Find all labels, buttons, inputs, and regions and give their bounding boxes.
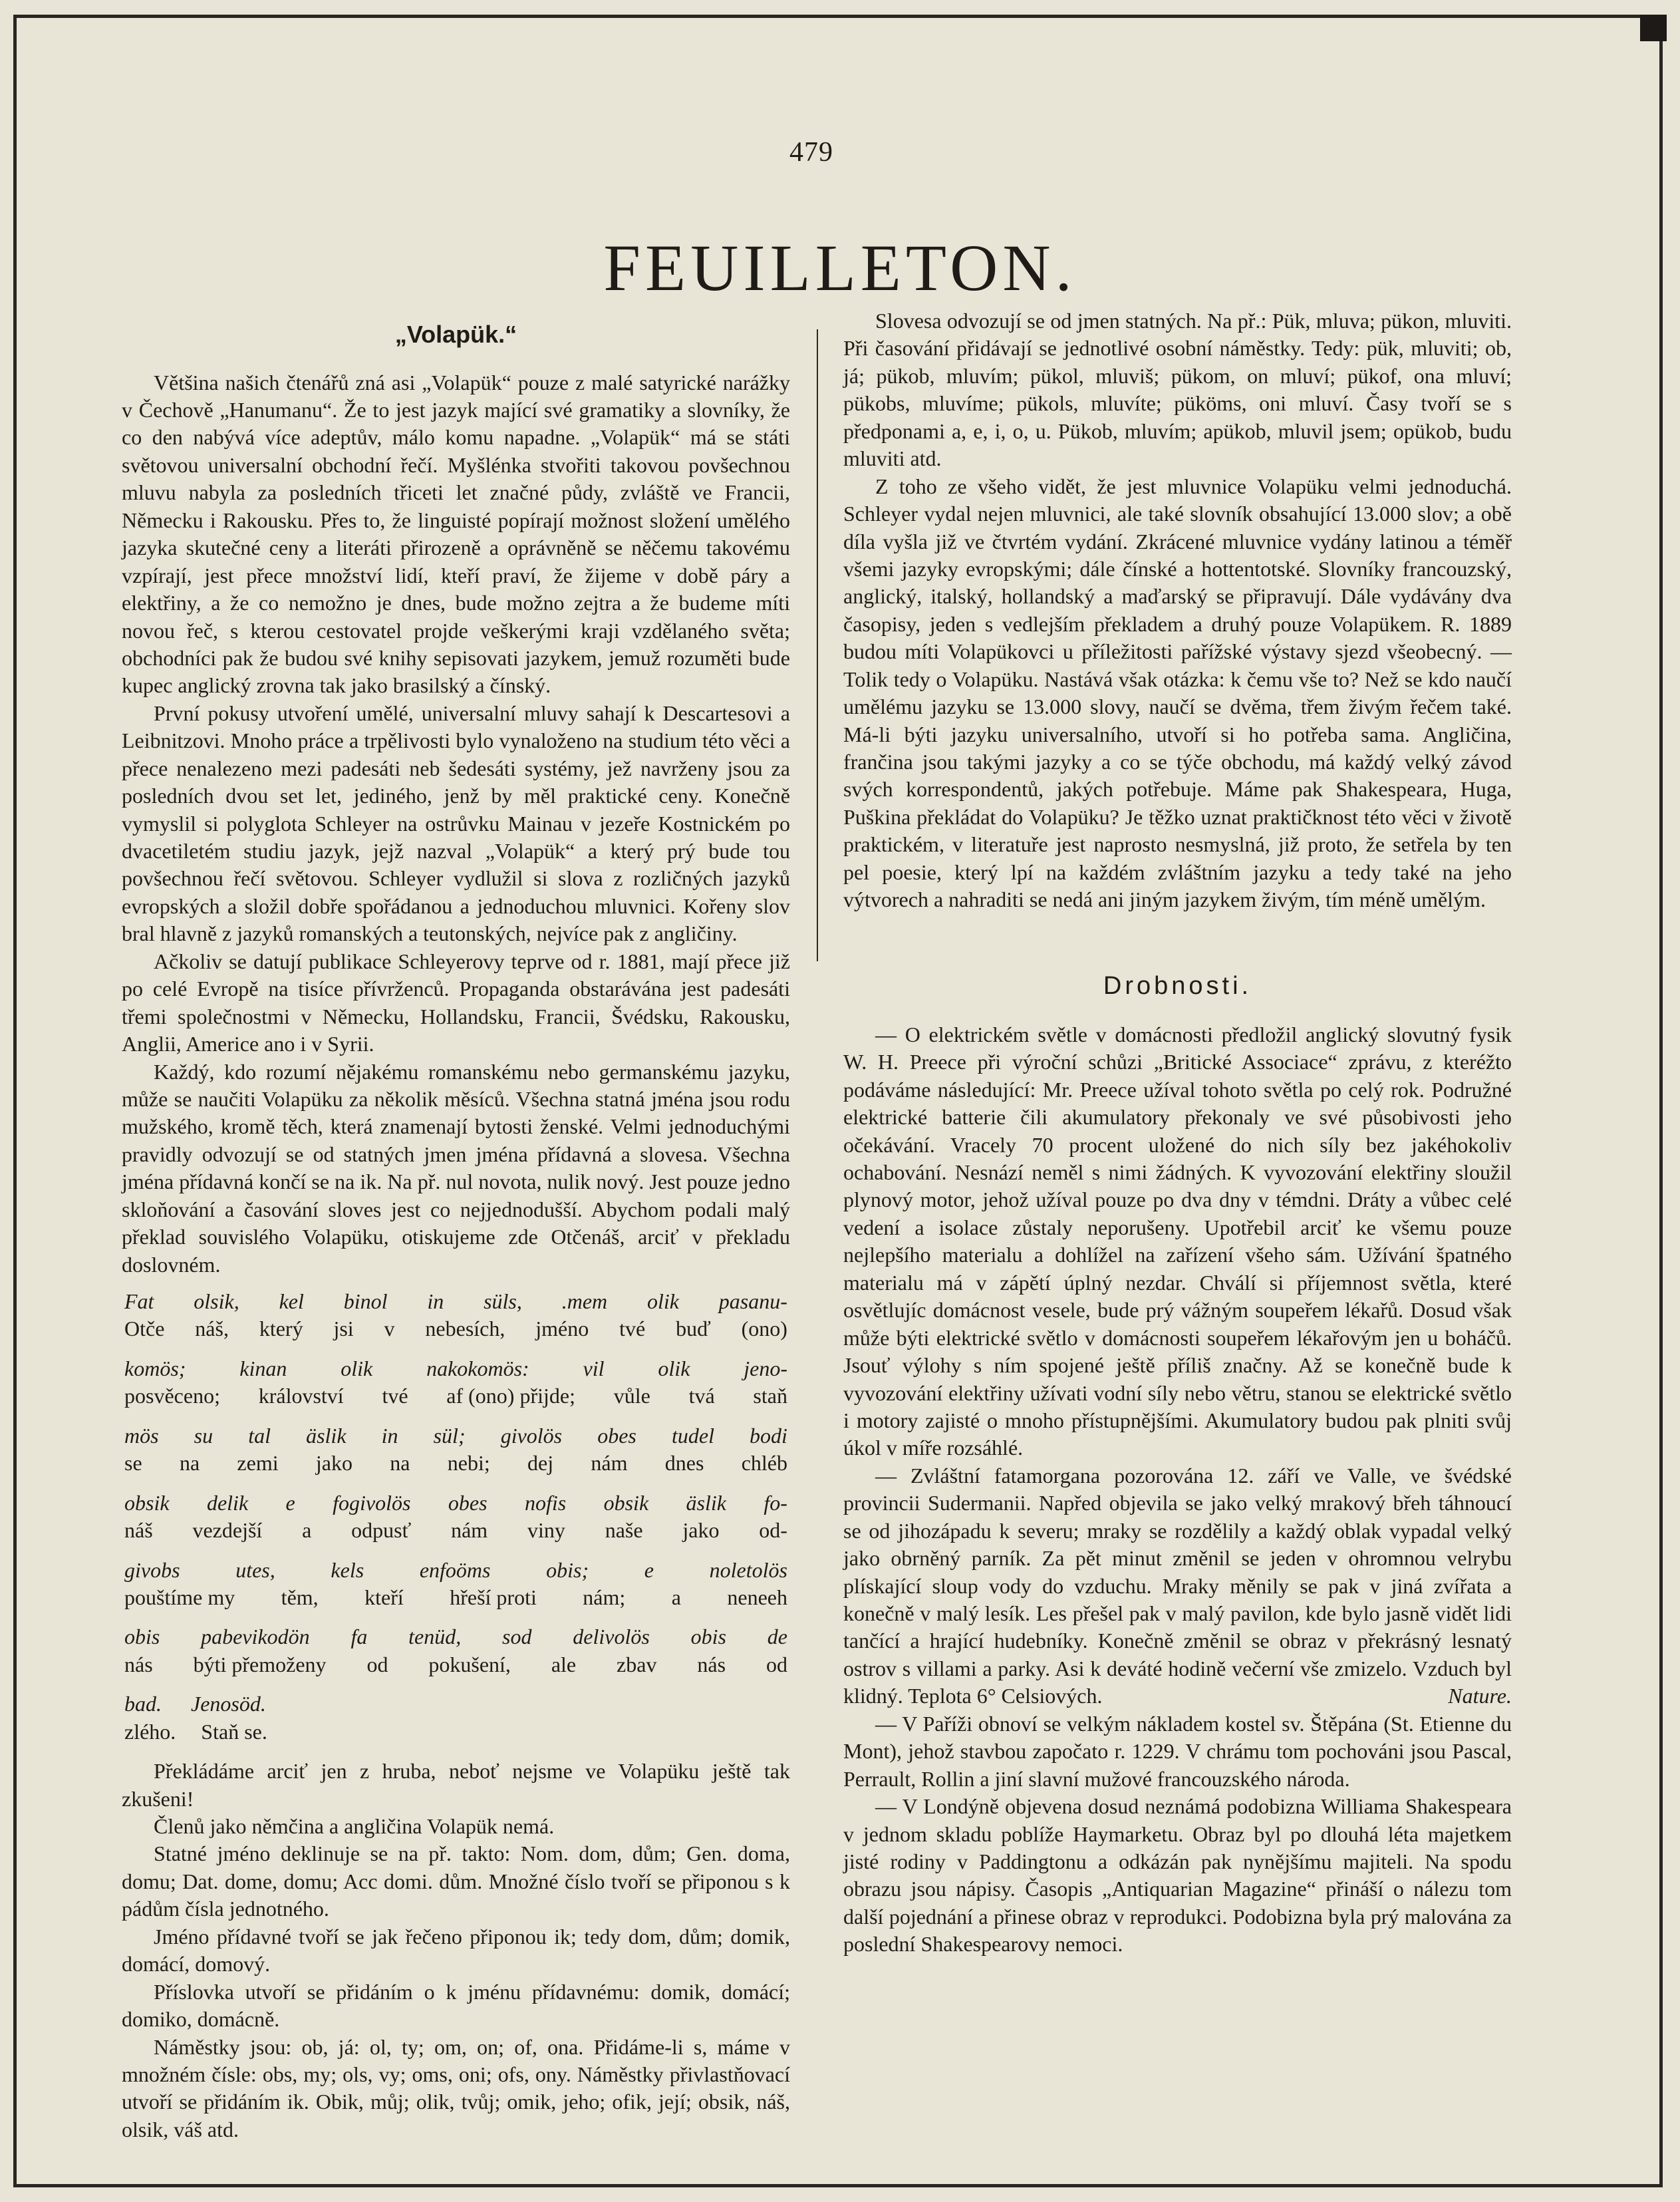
czech-word: nám xyxy=(451,1518,488,1543)
article-paragraph: Jméno přídavné tvoří se jak řečeno připonou ik; tedy dom, dům; domik, domácí, domový. xyxy=(122,1924,790,1976)
czech-word: zlého. xyxy=(124,1719,176,1744)
prayer-line xyxy=(122,1355,790,1410)
czech-line xyxy=(122,1718,790,1746)
czech-word: zemi xyxy=(237,1451,279,1476)
article-paragraph: První pokusy utvoření umělé, universalní mluvy sahají k Descartesovi a Leibnitzovi. Mnoho práce a trpělivosti bylo vynaloženo na studium této věci a přece nenalezeno mezi padesáti neb šedesáti systémy, jež navrženy jsou za posledních dvou set let, jediného, jenž by měl praktické ceny. Konečně vymyslil si polyglota Schleyer na ostrůvku Mainau v jezeře Kostnickém po dvacetiletém studiu jazyk, jejž nazval „Volapük“ a který prý bude tou povšechnou řečí světovou. Schleyer vydlužil si slova z rozličných jazyků evropských a složil dobře spořádanou a jednoduchou mluvnici. Kořeny slov bral hlavně z jazyků romanských a teutonských, nejvíce pak z angličiny. xyxy=(122,701,790,946)
czech-word: býti přemoženy xyxy=(193,1652,327,1676)
czech-line xyxy=(122,1382,790,1410)
volapuk-line xyxy=(122,1355,790,1382)
volapuk-word: olik xyxy=(646,1289,679,1314)
volapuk-word: obes xyxy=(448,1490,488,1515)
czech-word: naše xyxy=(605,1518,643,1543)
news-item: — V Londýně objevena dosud neznámá podobizna Williama Shakespeara v jednom skladu poblíže Haymarketu. Obraz byl po dlouhá léta majetkem jisté rodiny v Paddingtonu a odkázán pak nynějšímu majiteli. Na spodu obrazu jsou nápisy. Časopis „Antiquarian Magazine“ přináší o nálezu tom další pojednání a přinese obraz v reprodukci. Podobizna byla prý malována za poslední Shakespearovy nemoci. xyxy=(843,1794,1512,1957)
volapuk-word: delivolös xyxy=(573,1625,650,1649)
volapuk-word: e xyxy=(644,1557,654,1582)
czech-line xyxy=(122,1450,790,1477)
czech-word: v xyxy=(384,1317,395,1341)
volapuk-word: olsik, xyxy=(194,1289,239,1314)
volapuk-word: de xyxy=(767,1625,787,1649)
volapuk-word: binol xyxy=(343,1289,388,1314)
prayer-line xyxy=(122,1690,790,1746)
czech-line xyxy=(122,1651,790,1678)
czech-word: buď xyxy=(676,1317,711,1341)
czech-word: těm, xyxy=(281,1585,319,1609)
volapuk-word: komös; xyxy=(124,1356,186,1380)
volapuk-line xyxy=(122,1422,790,1450)
volapuk-word: givolös xyxy=(500,1423,563,1448)
article-paragraph: Členů jako němčina a angličina Volapük nemá. xyxy=(154,1814,555,1839)
czech-word: posvěceno; xyxy=(124,1384,220,1408)
section-title: Drobnosti. xyxy=(1103,971,1252,1000)
article-title: „Volapük.“ xyxy=(394,321,517,348)
czech-word: tvé xyxy=(619,1317,646,1341)
prayer-line xyxy=(122,1490,790,1545)
czech-word: nás xyxy=(697,1652,726,1676)
czech-word: jméno xyxy=(535,1317,589,1341)
volapuk-word: delik xyxy=(206,1490,249,1515)
article-paragraph: Příslovka utvoří se přidáním o k jménu přídavnému: domik, domácí; domiko, domácně. xyxy=(122,1979,790,2032)
right-column xyxy=(843,307,1512,1959)
volapuk-word: enfoöms xyxy=(419,1557,491,1582)
page-headline: FEUILLETON. xyxy=(603,231,1077,305)
volapuk-line xyxy=(122,1490,790,1517)
news-item-text: — Zvláštní fatamorgana pozorována 12. září ve Valle, ve švédské provincii Sudermanii. Napřed objevila se jako velký mrakový břeh táhnoucí se od jihozápadu k severu; mraky se rozdělily a každý oblak vypadal velký jako obrněný parník. Za pět minut změnil se jeden v ohromnou velrybu plískající sloup vody do vzduchu. Mraky měnily se pak v jiná zvířata a konečně v malý lesík. Les přešel pak v malý pavilon, kde bylo jasně vidět lidi tančící a hrající hudebníky. Konečně změnil se obraz v překrásný lesnatý ostrov s villami a parky. Asi k deváté hodině večerní vše zmizelo. Vzduch byl klidný. Teplota 6° Celsiových. xyxy=(843,1463,1512,1708)
article-paragraph: Ačkoliv se datují publikace Schleyerovy teprve od r. 1881, mají přece již po celé Evropě na tisíce přívrženců. Propaganda obstarávána jest padesáti třemi společnostmi v Německu, Hollandsku, Francii, Švédsku, Rakousku, Anglii, Americe ano i v Syrii. xyxy=(122,949,790,1056)
czech-word: a xyxy=(302,1518,312,1543)
volapuk-word: tenüd, xyxy=(408,1625,462,1649)
czech-word: af (ono) přijde; xyxy=(446,1384,575,1408)
volapuk-word: obis xyxy=(690,1625,726,1649)
czech-word: od xyxy=(366,1652,388,1676)
czech-word: náš xyxy=(124,1518,153,1543)
czech-word: a xyxy=(671,1585,681,1609)
czech-word: neneeh xyxy=(727,1585,787,1609)
volapuk-word: .mem xyxy=(561,1289,608,1314)
article-paragraph: Většina našich čtenářů zná asi „Volapük“ pouze z malé satyrické narážky v Čechově „Hanumanu“. Že to jest jazyk mající své gramatiky a slovníky, že co den nabývá více adeptův, málo komu napadne. „Volapük“ má se státi světovou universalní obchodní řečí. Myšlénka stvořiti takovou povšechnou mluvu nabyla za posledních třiceti let značné půdy, zvláště ve Francii, Německu i Rakousku. Přes to, že linguisté popírají možnost složení umělého jazyka skutečné ceny a literáti přirozeně a oprávněně se něčemu takovému vzpírají, jest přece množství lidí, kteří praví, že žijeme v době páry a elektřiny, a že co nemožno je dnes, bude možno zejtra a že budeme míti novou řeč, s kterou cestovatel projde veškerými kraji vzdělaného světa; obchodníci pak že budou své knihy sepisovati jazykem, jemuž rozuměti bude kupec anglický zrovna tak jako brasilský a čínský. xyxy=(122,370,790,698)
volapuk-word: Fat xyxy=(124,1289,154,1314)
czech-word: vůle xyxy=(613,1384,650,1408)
prayer-line xyxy=(122,1623,790,1678)
volapuk-word: fo- xyxy=(764,1490,787,1515)
czech-word: zbav xyxy=(617,1652,657,1676)
czech-word: staň xyxy=(753,1384,787,1408)
czech-word: na xyxy=(390,1451,410,1476)
czech-word: ale xyxy=(551,1652,577,1676)
article-paragraph: Překládáme arciť jen z hruba, neboť nejsme ve Volapüku ještě tak zkušeni! xyxy=(122,1759,790,1811)
czech-word: nebi; xyxy=(447,1451,490,1476)
volapuk-word: givobs xyxy=(124,1557,180,1582)
volapuk-word: in xyxy=(381,1423,398,1448)
volapuk-word: obis xyxy=(124,1625,160,1649)
article-paragraph: Každý, kdo rozumí nějakému romanskému nebo germanskému jazyku, může se naučiti Volapüku za několik měsíců. Všechna statná jména jsou rodu mužského, kromě těch, která znamenají bytosti ženské. Velmi jednoduchými pravidly odvozují se od statných jmen jména přídavná a slovesa. Všechna jména přídavná končí se na ik. Na př. nul novota, nulik nový. Jest pouze jedno skloňování a časování sloves jest co nejjednodušší. Abychom podali malý překlad souvislého Volapüku, otiskujeme zde Otčenáš, arciť v překladu doslovném. xyxy=(122,1059,790,1277)
czech-word: od- xyxy=(759,1518,787,1543)
volapuk-word: jeno- xyxy=(744,1356,787,1380)
volapuk-word: Jenosöd. xyxy=(191,1692,266,1716)
prayer-line xyxy=(122,1288,790,1343)
czech-word: dnes xyxy=(664,1451,704,1476)
news-item xyxy=(843,1462,1512,1710)
volapuk-word: vil xyxy=(583,1356,605,1380)
volapuk-word: sod xyxy=(502,1625,532,1649)
czech-word: jsi xyxy=(333,1317,354,1341)
czech-word: pokušení, xyxy=(428,1652,511,1676)
czech-word: (ono) xyxy=(741,1317,787,1341)
volapuk-word: kel xyxy=(279,1289,304,1314)
volapuk-line xyxy=(122,1288,790,1315)
article-paragraph: Náměstky jsou: ob, já: ol, ty; om, on; of, ona. Přidáme-li s, máme v množném čísle: obs, my; ols, vy; oms, oni; ofs, ony. Náměstky přivlastňovací utvoří se přidáním ik. Obik, můj; olik, tvůj; omik, jeho; ofik, její; obsik, náš, olsik, váš atd. xyxy=(122,2034,790,2141)
czech-word: Otče xyxy=(124,1317,165,1341)
volapuk-word: süls, xyxy=(484,1289,522,1314)
czech-word: dej xyxy=(527,1451,554,1476)
czech-word: vezdejší xyxy=(192,1518,263,1543)
volapuk-word: obis; xyxy=(546,1557,589,1582)
volapuk-word: pabevikodön xyxy=(201,1625,310,1649)
czech-word: kteří xyxy=(364,1585,404,1609)
czech-word: nebesích, xyxy=(425,1317,505,1341)
czech-word: viny xyxy=(527,1518,565,1543)
volapuk-line xyxy=(122,1623,790,1651)
volapuk-word: fogivolös xyxy=(333,1490,411,1515)
czech-word: Staň se. xyxy=(201,1719,267,1744)
czech-word: náš, xyxy=(195,1317,229,1341)
lords-prayer-interlinear xyxy=(122,1288,790,1746)
czech-word: tvá xyxy=(688,1384,715,1408)
volapuk-word: utes, xyxy=(235,1557,275,1582)
volapuk-word: kels xyxy=(331,1557,364,1582)
czech-word: tvé xyxy=(382,1384,408,1408)
czech-word: chléb xyxy=(741,1451,787,1476)
czech-word: hřeší proti xyxy=(450,1585,537,1609)
column-divider xyxy=(817,329,818,961)
volapuk-word: obsik xyxy=(124,1490,170,1515)
volapuk-word: nakokomös: xyxy=(426,1356,529,1380)
page-number: 479 xyxy=(789,137,833,168)
czech-line xyxy=(122,1584,790,1611)
volapuk-word: pasanu- xyxy=(718,1289,787,1314)
volapuk-word: noletolös xyxy=(709,1557,787,1582)
czech-word: odpusť xyxy=(351,1518,412,1543)
czech-word: nám; xyxy=(583,1585,626,1609)
volapuk-word: fa xyxy=(350,1625,368,1649)
volapuk-word: obes xyxy=(597,1423,636,1448)
volapuk-word: e xyxy=(285,1490,295,1515)
volapuk-word: äslik xyxy=(306,1423,347,1448)
czech-word: od xyxy=(766,1652,787,1676)
left-column xyxy=(122,319,790,2143)
volapuk-word: obsik xyxy=(603,1490,649,1515)
volapuk-word: in xyxy=(427,1289,444,1314)
czech-word: nás xyxy=(124,1652,153,1676)
czech-line xyxy=(122,1517,790,1544)
czech-word: království xyxy=(258,1384,344,1408)
article-paragraph: Statné jméno deklinuje se na př. takto: Nom. dom, dům; Gen. doma, domu; Dat. dome, domu; Acc domi. dům. Množné číslo tvoří se připonou s k pádům čísla jednotného. xyxy=(122,1841,790,1921)
czech-word: nám xyxy=(591,1451,628,1476)
volapuk-word: mös xyxy=(124,1423,159,1448)
source-credit: Nature. xyxy=(1448,1684,1512,1708)
czech-word: jako xyxy=(682,1518,720,1543)
volapuk-word: kinan xyxy=(239,1356,287,1380)
volapuk-line xyxy=(122,1690,790,1718)
prayer-line xyxy=(122,1422,790,1478)
volapuk-word: nofis xyxy=(524,1490,567,1515)
news-item: — O elektrickém světle v domácnosti předložil anglický slovutný fysik W. H. Preece při výroční schůzi „Britické Associace“ zprávu, z kteréžto podáváme následující: Mr. Preece užíval tohoto světla po celý rok. Podružné elektrické batterie čili akumulatory překonaly ve své působivosti jeho očekávání. Vracely 70 procent uložené do nich síly bez jakéhokoliv ochabování. Nesnází neměl s nimi žádných. K vyvozování elektřiny sloužil plynový motor, jehož užíval pouze po dva dny v témdni. Dráty a vůbec celé vedení a isolace zůstaly neporušeny. Upotřebil arciť ke všemu pouze nejlepšího materialu a dohlížel na zařízení všeho sám. Užívání špatného materialu má v zápětí úplný nezdar. Chválí si příjemnost světla, které osvětlujíc domácnost vesele, bude prý vážným soupeřem lékařů. Dosud však může býti elektrické světlo v domácnosti soupeřem lékařovým jen u boháčů. Jsouť výlohy s ním spojené ještě příliš značny. Až se konečně bude k vyvozování elektřiny užívati vodní síly nebo větru, stanou se elektrické světlo i motory zajisté o mnoho přístupnějšími. Akumulatory budou pak plniti svůj úkol v míře rozsáhlé. xyxy=(843,1022,1512,1460)
volapuk-word: äslik xyxy=(686,1490,726,1515)
czech-word: na xyxy=(179,1451,200,1476)
news-item: — V Paříži obnoví se velkým nákladem kostel sv. Štěpána (St. Etienne du Mont), jehož stavbou započato r. 1229. V chrámu tom pochováni jsou Pascal, Perrault, Rollin a jiní slavní mužové francouzského národa. xyxy=(843,1711,1512,1791)
volapuk-word: su xyxy=(194,1423,213,1448)
czech-word: pouštíme my xyxy=(124,1585,235,1609)
volapuk-word: tudel xyxy=(671,1423,714,1448)
volapuk-word: tal xyxy=(248,1423,271,1448)
prayer-line xyxy=(122,1557,790,1612)
volapuk-word: bad. xyxy=(124,1692,162,1716)
volapuk-word: bodi xyxy=(750,1423,787,1448)
czech-word: jako xyxy=(315,1451,352,1476)
article-paragraph: Z toho ze všeho vidět, že jest mluvnice Volapüku velmi jednoduchá. Schleyer vydal nejen mluvnici, ale také slovník obsahující 13.000 slov; a obě díla vyšla již ve čtvrtém vydání. Zkrácené mluvnice vydány latinou a téměř všemi jazyky evropskými; dále čínské a hottentotské. Slovníky francouzský, anglický, italský, hollandský a maďarský se připravují. Dále vydávány dva časopisy, jeden s vedlejším překladem a druhý pouze Volapükem. R. 1889 budou míti Volapükovci u příležitosti pařížské výstavy sjezd všeobecný. — Tolik tedy o Volapüku. Nastává však otázka: k čemu vše to? Než se kdo naučí umělému jazyku se 13.000 slovy, naučí se dvěma, třem živým řečem také. Má-li býti jazyku universalního, utvoří si ho potřeba sama. Angličina, frančina jsou takými jazyky a co se týče obchodu, má každý velký závod svých korrespondentů, jakých potřebuje. Máme pak Shakespeara, Huga, Puškina překládat do Volapüku? Je těžko uznat praktičknost této věci v životě praktickém, v literatuře jest naprosto nesmyslná, již proto, že setřela by ten pel poesie, který lpí na každém zvláštním jazyku a tedy také na jeho výtvorech a nahraditi se nedá ani jiným jazykem živým, tím méně umělým. xyxy=(843,474,1512,912)
volapuk-word: olik xyxy=(658,1356,690,1380)
corner-mark xyxy=(1640,15,1667,41)
volapuk-word: sül; xyxy=(433,1423,466,1448)
volapuk-line xyxy=(122,1557,790,1584)
volapuk-word: olik xyxy=(341,1356,373,1380)
czech-word: se xyxy=(124,1451,142,1476)
czech-word: který xyxy=(259,1317,303,1341)
czech-line xyxy=(122,1315,790,1342)
article-paragraph: Slovesa odvozují se od jmen statných. Na př.: Pük, mluva; pükon, mluviti. Při časování přidávají se jednotlivé osobní náměstky. Tedy: pük, mluviti; ob, já; pükob, mluvím; pükol, mluviš; pükom, on mluví; pükof, ona mluví; pükobs, mluvíme; pükols, mluvíte; püköms, oni mluví. Časy tvoří se s předponami a, e, i, o, u. Pükob, mluvím; apükob, mluvil jsem; opükob, budu mluviti atd. xyxy=(843,309,1512,471)
